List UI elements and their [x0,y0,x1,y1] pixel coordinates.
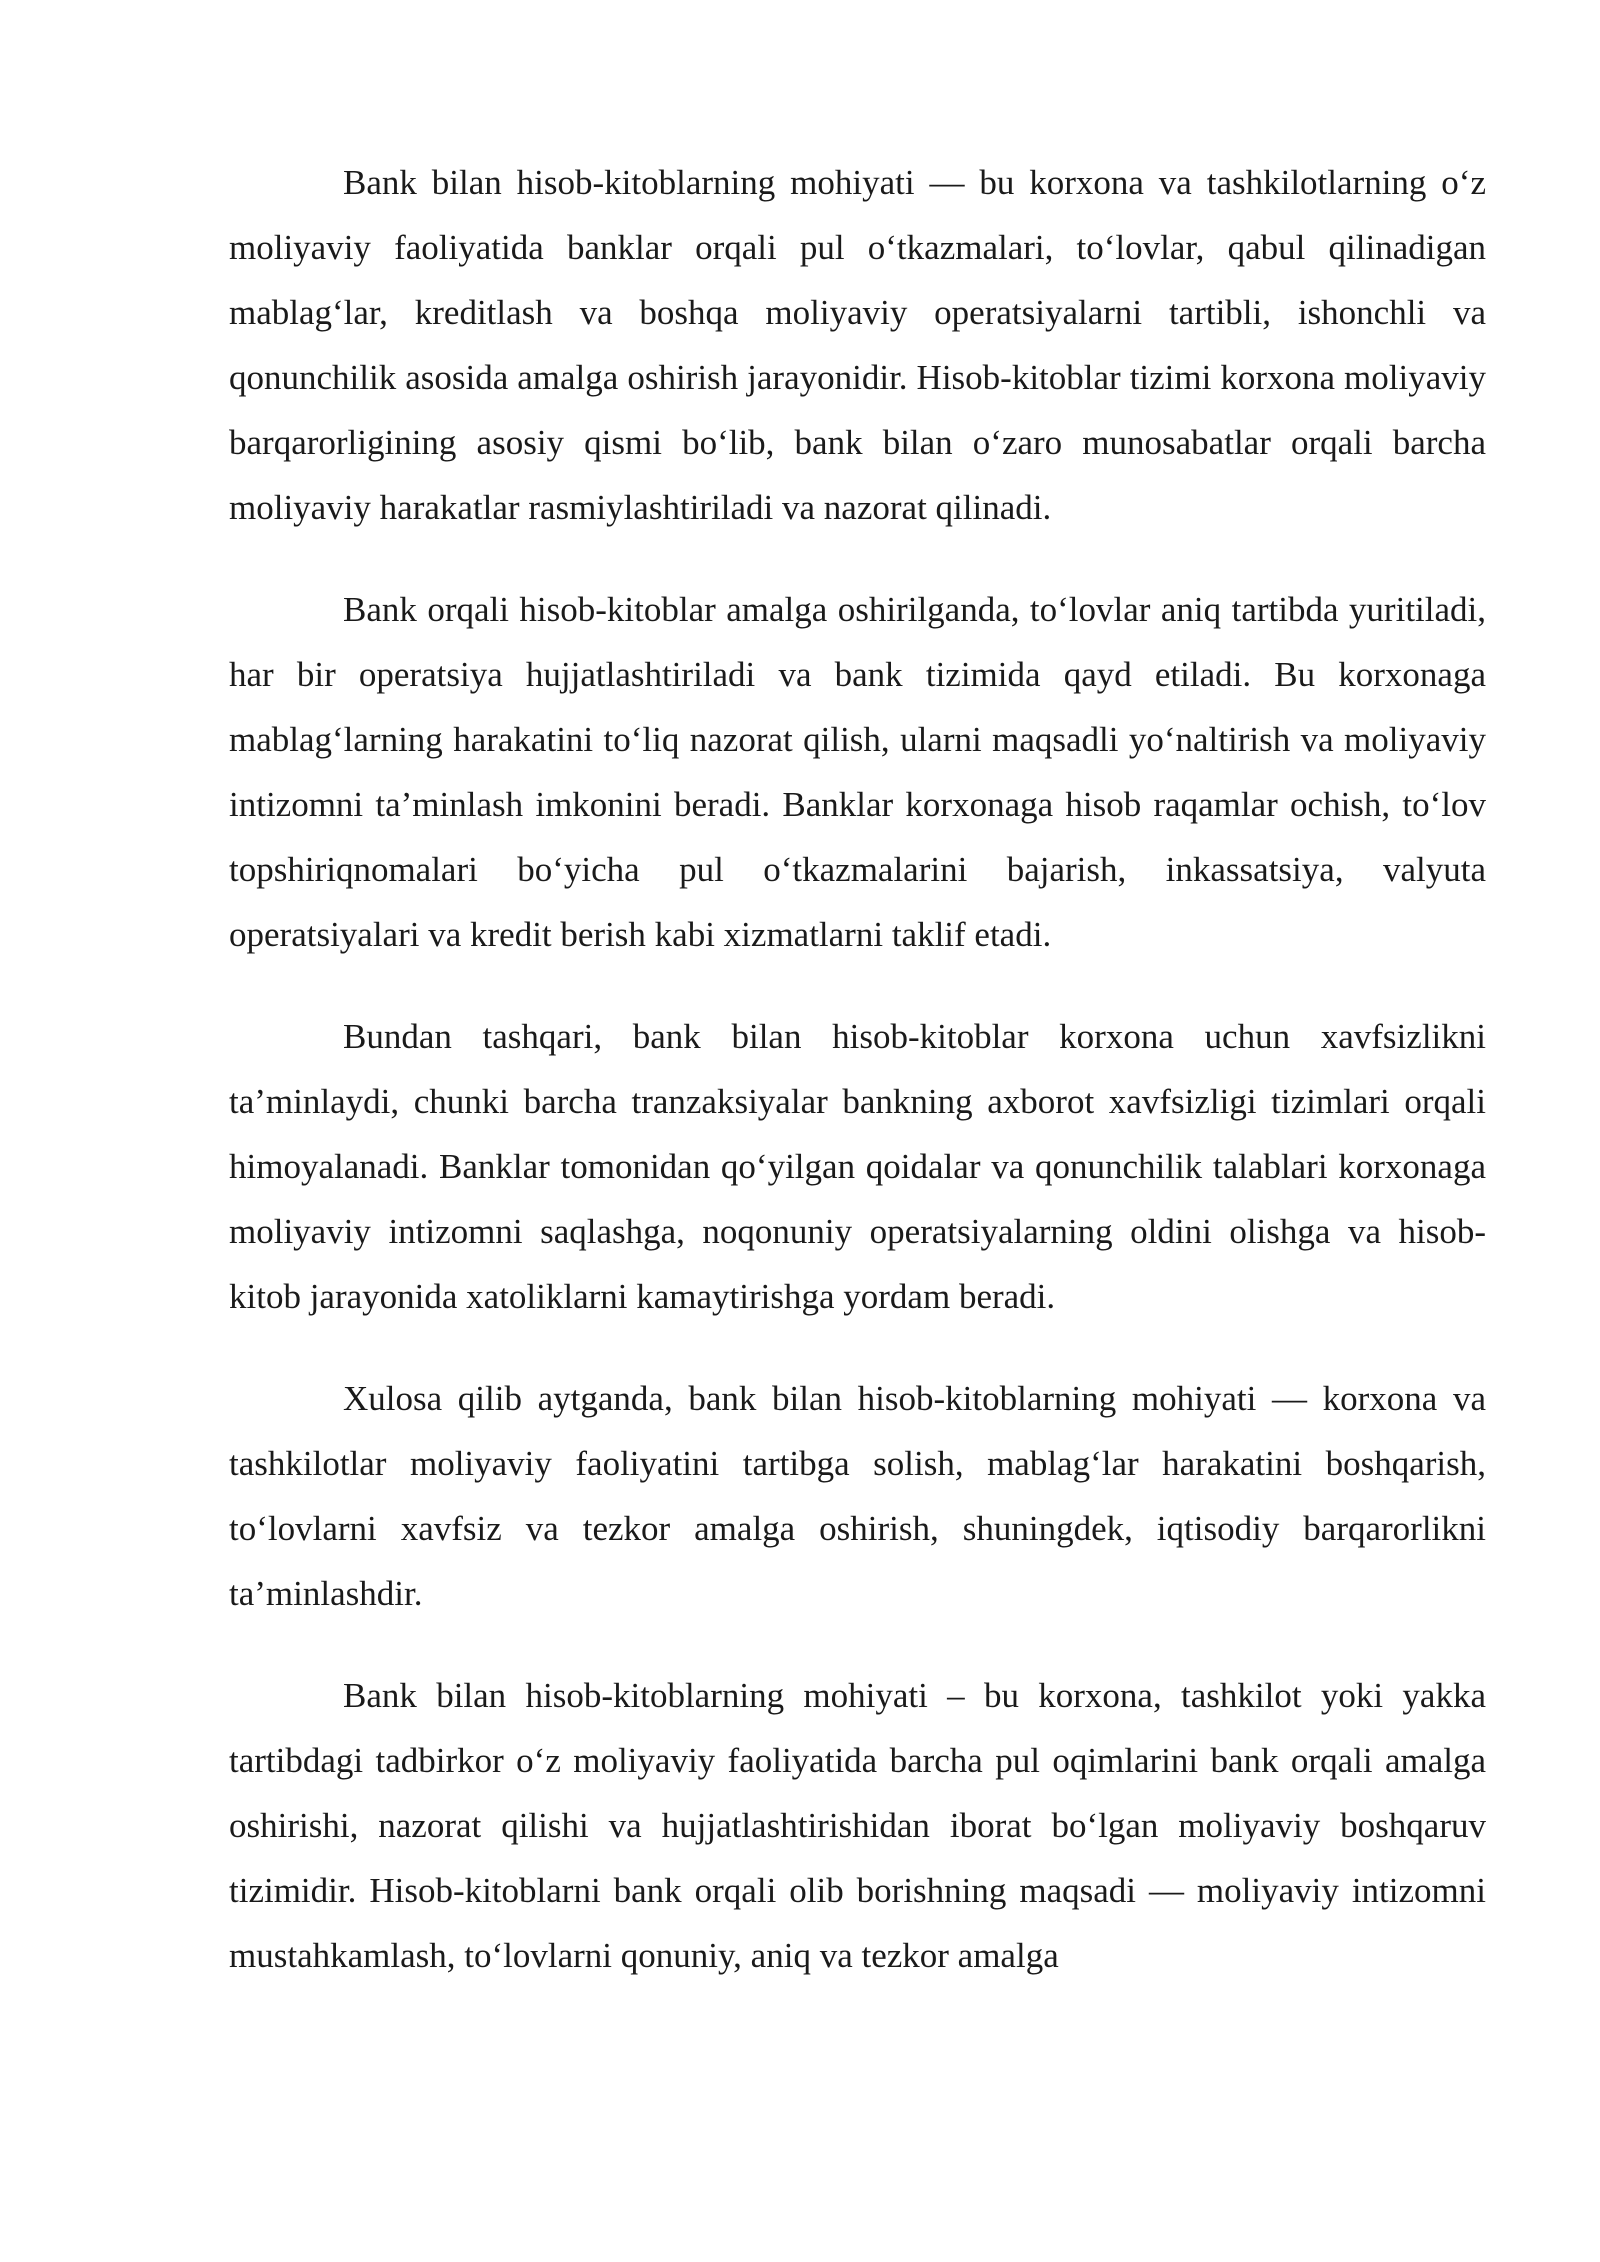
paragraph: Bank bilan hisob-kitoblarning mohiyati — bu korxona va tashkilotlarning o‘z moliyaviy faoliyatida banklar orqali pul o‘tkazmalari, to‘lovlar, qabul qilinadigan mablag‘lar, kreditlash va boshqa moliyaviy operatsiyalarni tartibli, ishonchli va qonunchilik asosida amalga oshirish jarayonidir. Hisob-kitoblar tizimi korxona moliyaviy barqarorligining asosiy qismi bo‘lib, bank bilan o‘zaro munosabatlar orqali barcha moliyaviy harakatlar rasmiylashtiriladi va nazorat qilinadi. [229,163,1486,527]
paragraph: Xulosa qilib aytganda, bank bilan hisob-kitoblarning mohiyati — korxona va tashkilotlar moliyaviy faoliyatini tartibga solish, mablag‘lar harakatini boshqarish, to‘lovlarni xavfsiz va tezkor amalga oshirish, shuningdek, iqtisodiy barqarorlikni ta’minlashdir. [229,1379,1486,1613]
document-body [229,150,1486,2025]
paragraph: Bundan tashqari, bank bilan hisob-kitoblar korxona uchun xavfsizlikni ta’minlaydi, chunki barcha tranzaksiyalar bankning axborot xavfsizligi tizimlari orqali himoyalanadi. Banklar tomonidan qo‘yilgan qoidalar va qonunchilik talablari korxonaga moliyaviy intizomni saqlashga, noqonuniy operatsiyalarning oldini olishga va hisob-kitob jarayonida xatoliklarni kamaytirishga yordam beradi. [229,1017,1486,1316]
paragraph: Bank bilan hisob-kitoblarning mohiyati – bu korxona, tashkilot yoki yakka tartibdagi tadbirkor o‘z moliyaviy faoliyatida barcha pul oqimlarini bank orqali amalga oshirishi, nazorat qilishi va hujjatlashtirishidan iborat bo‘lgan moliyaviy boshqaruv tizimidir. Hisob-kitoblarni bank orqali olib borishning maqsadi — moliyaviy intizomni mustahkamlash, to‘lovlarni qonuniy, aniq va tezkor amalga [229,1676,1486,1975]
paragraph: Bank orqali hisob-kitoblar amalga oshirilganda, to‘lovlar aniq tartibda yuritiladi, har bir operatsiya hujjatlashtiriladi va bank tizimida qayd etiladi. Bu korxonaga mablag‘larning harakatini to‘liq nazorat qilish, ularni maqsadli yo‘naltirish va moliyaviy intizomni ta’minlash imkonini beradi. Banklar korxonaga hisob raqamlar ochish, to‘lov topshiriqnomalari bo‘yicha pul o‘tkazmalarini bajarish, inkassatsiya, valyuta operatsiyalari va kredit berish kabi xizmatlarni taklif etadi. [229,590,1486,954]
